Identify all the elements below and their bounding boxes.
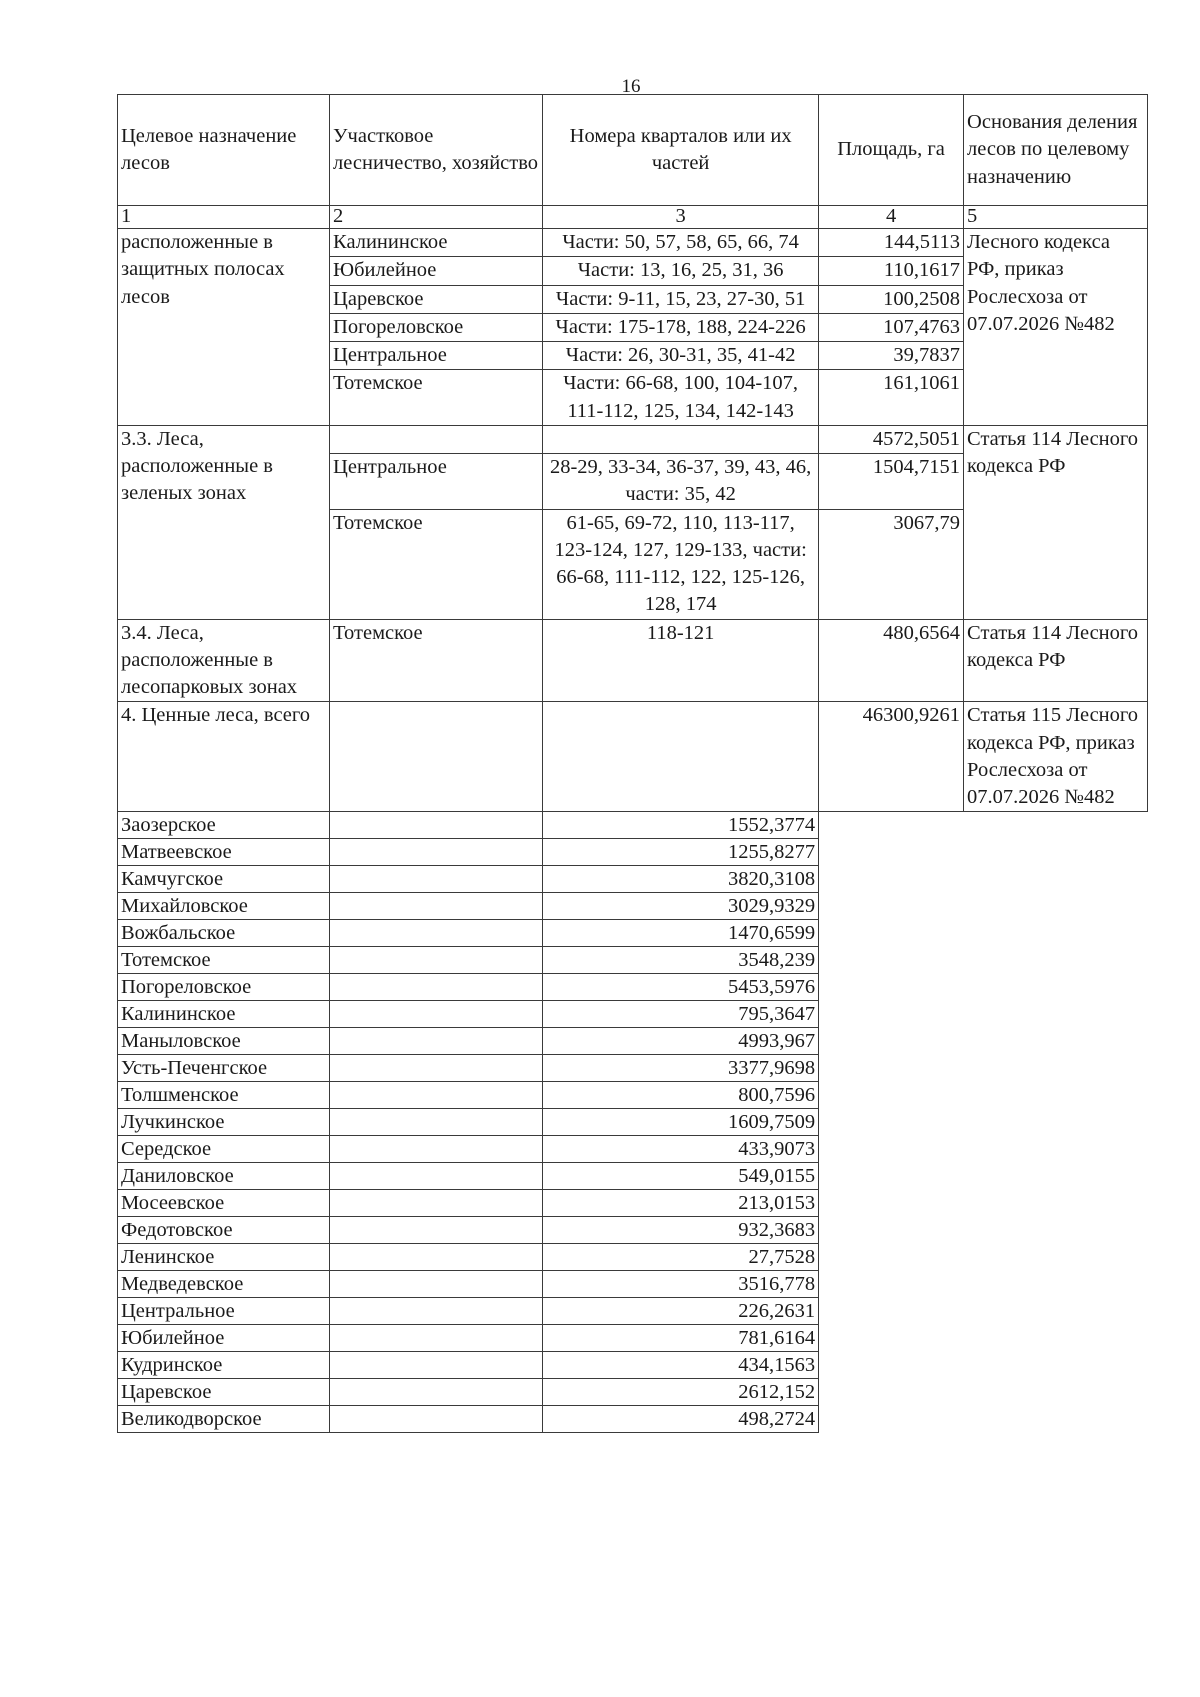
table-row [118,893,1148,920]
quarters-cell [330,1082,543,1109]
table-row [118,425,1148,453]
area-cell: 110,1617 [819,257,964,285]
area-cell: 1609,7509 [543,1109,819,1136]
district-cell: Калининское [330,229,543,257]
area-cell: 5453,5976 [543,974,819,1001]
forest-division-table [117,94,1148,1433]
district-cell: Царевское [330,285,543,313]
quarters-cell [543,702,819,812]
area-cell: 1255,8277 [543,839,819,866]
table-row [118,1271,1148,1298]
quarters-cell: Части: 66-68, 100, 104-107, 111-112, 125, 134, 142-143 [543,370,819,426]
table-row [118,1190,1148,1217]
quarters-cell [543,425,819,453]
area-cell: 3820,3108 [543,866,819,893]
quarters-cell [330,1298,543,1325]
area-cell: 1470,6599 [543,920,819,947]
district-cell: Заозерское [118,812,330,839]
area-cell: 27,7528 [543,1244,819,1271]
district-cell: Тотемское [330,619,543,702]
quarters-cell [330,1379,543,1406]
table-row [118,1109,1148,1136]
header-district: Участковое лесничество, хозяйство [330,95,543,206]
district-cell: Тотемское [330,509,543,619]
area-cell: 498,2724 [543,1406,819,1433]
header-purpose: Целевое назначение лесов [118,95,330,206]
district-cell [330,702,543,812]
quarters-cell [330,1325,543,1352]
area-cell: 781,6164 [543,1325,819,1352]
quarters-cell: 61-65, 69-72, 110, 113-117, 123-124, 127, 129-133, части: 66-68, 111-112, 122, 125-126, 128, 174 [543,509,819,619]
district-cell: Царевское [118,1379,330,1406]
table-row [118,1163,1148,1190]
page-number: 16 [621,76,641,97]
district-cell: Тотемское [330,370,543,426]
area-cell: 3377,9698 [543,1055,819,1082]
area-cell: 226,2631 [543,1298,819,1325]
quarters-cell [330,1028,543,1055]
area-cell: 2612,152 [543,1379,819,1406]
quarters-cell [330,1136,543,1163]
quarters-cell [330,1001,543,1028]
table-row [118,974,1148,1001]
table-row [118,1217,1148,1244]
district-cell: Центральное [330,342,543,370]
header-area: Площадь, га [819,95,964,206]
district-cell: Матвеевское [118,839,330,866]
district-cell: Ленинское [118,1244,330,1271]
area-cell: 1504,7151 [819,454,964,510]
table-row [118,1001,1148,1028]
district-cell: Мосеевское [118,1190,330,1217]
area-cell: 434,1563 [543,1352,819,1379]
district-cell: Середское [118,1136,330,1163]
quarters-cell: 118-121 [543,619,819,702]
district-cell: Толшменское [118,1082,330,1109]
district-cell: Центральное [330,454,543,510]
area-cell: 4993,967 [543,1028,819,1055]
district-cell: Федотовское [118,1217,330,1244]
column-index: 2 [330,206,543,229]
column-index: 3 [543,206,819,229]
quarters-cell [330,1217,543,1244]
basis-cell: Статья 115 Лесного кодекса РФ, приказ Рослесхоза от 07.07.2026 №482 [964,702,1148,812]
table-row [118,839,1148,866]
quarters-cell: Части: 9-11, 15, 23, 27-30, 51 [543,285,819,313]
table-row [118,702,1148,812]
column-index: 1 [118,206,330,229]
quarters-cell [330,1055,543,1082]
district-cell: Погореловское [118,974,330,1001]
area-cell: 213,0153 [543,1190,819,1217]
column-index: 4 [819,206,964,229]
quarters-cell: 28-29, 33-34, 36-37, 39, 43, 46, части: 35, 42 [543,454,819,510]
area-cell: 107,4763 [819,313,964,341]
table-row [118,812,1148,839]
area-cell: 39,7837 [819,342,964,370]
quarters-cell [330,893,543,920]
column-index: 5 [964,206,1148,229]
area-cell: 800,7596 [543,1082,819,1109]
table-row [118,619,1148,702]
table-row [118,1406,1148,1433]
district-cell: Центральное [118,1298,330,1325]
quarters-cell [330,947,543,974]
district-cell: Вожбальское [118,920,330,947]
header-basis: Основания деления лесов по целевому назначению [964,95,1148,206]
quarters-cell [330,812,543,839]
district-cell [330,425,543,453]
area-cell: 480,6564 [819,619,964,702]
area-cell: 3067,79 [819,509,964,619]
quarters-cell: Части: 13, 16, 25, 31, 36 [543,257,819,285]
table-row [118,1325,1148,1352]
district-cell: Лучкинское [118,1109,330,1136]
basis-cell: Статья 114 Лесного кодекса РФ [964,425,1148,619]
quarters-cell: Части: 50, 57, 58, 65, 66, 74 [543,229,819,257]
table-row [118,920,1148,947]
purpose-cell: 3.3. Леса, расположенные в зеленых зонах [118,425,330,619]
table-row [118,1244,1148,1271]
quarters-cell [330,1244,543,1271]
district-cell: Юбилейное [118,1325,330,1352]
purpose-cell: расположенные в защитных полосах лесов [118,229,330,426]
quarters-cell [330,1190,543,1217]
table-row [118,1082,1148,1109]
area-cell: 100,2508 [819,285,964,313]
quarters-cell [330,1109,543,1136]
header-quarters: Номера кварталов или их частей [543,95,819,206]
area-total-cell: 4572,5051 [819,425,964,453]
district-cell: Михайловское [118,893,330,920]
table-row [118,1028,1148,1055]
area-cell: 795,3647 [543,1001,819,1028]
district-cell: Юбилейное [330,257,543,285]
basis-cell: Лесного кодекса РФ, приказ Рослесхоза от 07.07.2026 №482 [964,229,1148,426]
quarters-cell [330,1271,543,1298]
area-cell: 3516,778 [543,1271,819,1298]
table-row [118,1298,1148,1325]
district-cell: Погореловское [330,313,543,341]
table-row [118,229,1148,257]
area-cell: 549,0155 [543,1163,819,1190]
quarters-cell [330,839,543,866]
quarters-cell: Части: 175-178, 188, 224-226 [543,313,819,341]
district-cell: Маныловское [118,1028,330,1055]
table-row [118,1055,1148,1082]
quarters-cell: Части: 26, 30-31, 35, 41-42 [543,342,819,370]
district-cell: Тотемское [118,947,330,974]
area-cell: 3548,239 [543,947,819,974]
area-cell: 932,3683 [543,1217,819,1244]
area-cell: 144,5113 [819,229,964,257]
column-index-row [118,206,1148,229]
district-cell: Калининское [118,1001,330,1028]
table-row [118,866,1148,893]
area-cell: 1552,3774 [543,812,819,839]
quarters-cell [330,974,543,1001]
area-cell: 433,9073 [543,1136,819,1163]
table-row [118,947,1148,974]
header-row [118,95,1148,206]
district-cell: Медведевское [118,1271,330,1298]
quarters-cell [330,866,543,893]
quarters-cell [330,1352,543,1379]
quarters-cell [330,920,543,947]
quarters-cell [330,1406,543,1433]
area-cell: 3029,9329 [543,893,819,920]
table-row [118,1379,1148,1406]
quarters-cell [330,1163,543,1190]
table-row [118,1136,1148,1163]
basis-cell: Статья 114 Лесного кодекса РФ [964,619,1148,702]
district-cell: Даниловское [118,1163,330,1190]
area-total-cell: 46300,9261 [819,702,964,812]
area-cell: 161,1061 [819,370,964,426]
district-cell: Камчугское [118,866,330,893]
district-cell: Кудринское [118,1352,330,1379]
district-cell: Великодворское [118,1406,330,1433]
purpose-cell: 4. Ценные леса, всего [118,702,330,812]
table-row [118,1352,1148,1379]
district-cell: Усть-Печенгское [118,1055,330,1082]
purpose-cell: 3.4. Леса, расположенные в лесопарковых зонах [118,619,330,702]
